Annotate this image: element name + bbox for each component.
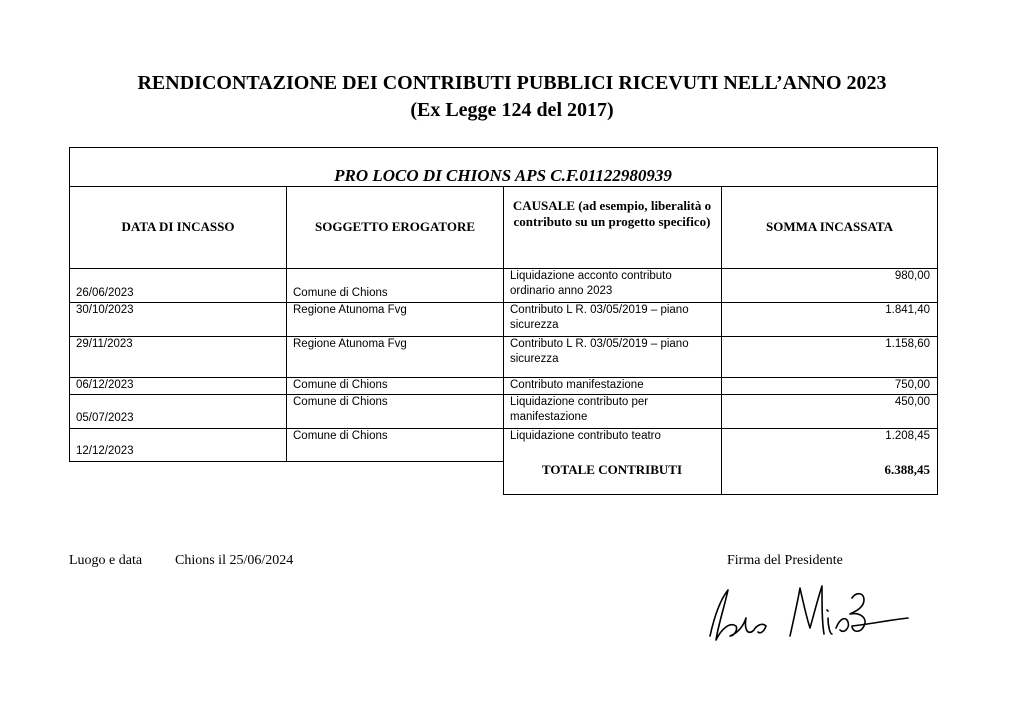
row-cause: Liquidazione contributo per manifestazione	[510, 396, 649, 423]
header-subject: SOGGETTO EROGATORE	[314, 219, 476, 234]
row-cause: Contributo L R. 03/05/2019 – piano sicurezza	[510, 338, 689, 365]
header-cause: CAUSALE (ad esempio, liberalità o contributo su un progetto specifico)	[512, 198, 712, 229]
row-subject: Regione Atunoma Fvg	[293, 304, 407, 316]
total-label: TOTALE CONTRIBUTI	[541, 462, 683, 477]
row-cause: Contributo L R. 03/05/2019 – piano sicurezza	[510, 304, 689, 331]
row-amount: 1.841,40	[885, 304, 930, 316]
row-amount: 1.208,45	[885, 430, 930, 442]
signature-label: Firma del Presidente	[727, 553, 843, 568]
signature-icon	[700, 578, 920, 648]
row-cause: Liquidazione contributo teatro	[510, 430, 661, 442]
organization-name: PRO LOCO DI CHIONS APS C.F.01122980939	[334, 166, 672, 185]
row-amount: 980,00	[894, 270, 930, 282]
row-amount: 450,00	[894, 396, 930, 408]
row-subject: Regione Atunoma Fvg	[293, 338, 407, 350]
row-amount: 1.158,60	[885, 338, 930, 350]
document-title: RENDICONTAZIONE DEI CONTRIBUTI PUBBLICI RICEVUTI NELL’ANNO 2023	[137, 72, 887, 94]
header-amount: SOMMA INCASSATA	[765, 219, 893, 234]
row-subject: Comune di Chions	[293, 396, 388, 408]
row-cause: Liquidazione acconto contributo ordinario anno 2023	[510, 270, 672, 297]
document-subtitle: (Ex Legge 124 del 2017)	[410, 99, 614, 121]
row-date: 29/11/2023	[76, 338, 133, 350]
row-date: 06/12/2023	[76, 379, 134, 391]
place-date-label: Luogo e data	[69, 553, 143, 568]
row-subject: Comune di Chions	[293, 430, 388, 442]
place-date-value: Chions il 25/06/2024	[175, 553, 294, 568]
row-subject: Comune di Chions	[293, 379, 388, 391]
row-date: 26/06/2023	[76, 287, 134, 299]
row-date: 12/12/2023	[76, 445, 134, 457]
row-date: 05/07/2023	[76, 412, 134, 424]
row-date: 30/10/2023	[76, 304, 134, 316]
row-subject: Comune di Chions	[293, 287, 388, 299]
row-amount: 750,00	[894, 379, 930, 391]
total-value: 6.388,45	[884, 462, 930, 477]
header-date: DATA DI INCASSO	[121, 219, 235, 234]
row-cause: Contributo manifestazione	[510, 379, 644, 391]
